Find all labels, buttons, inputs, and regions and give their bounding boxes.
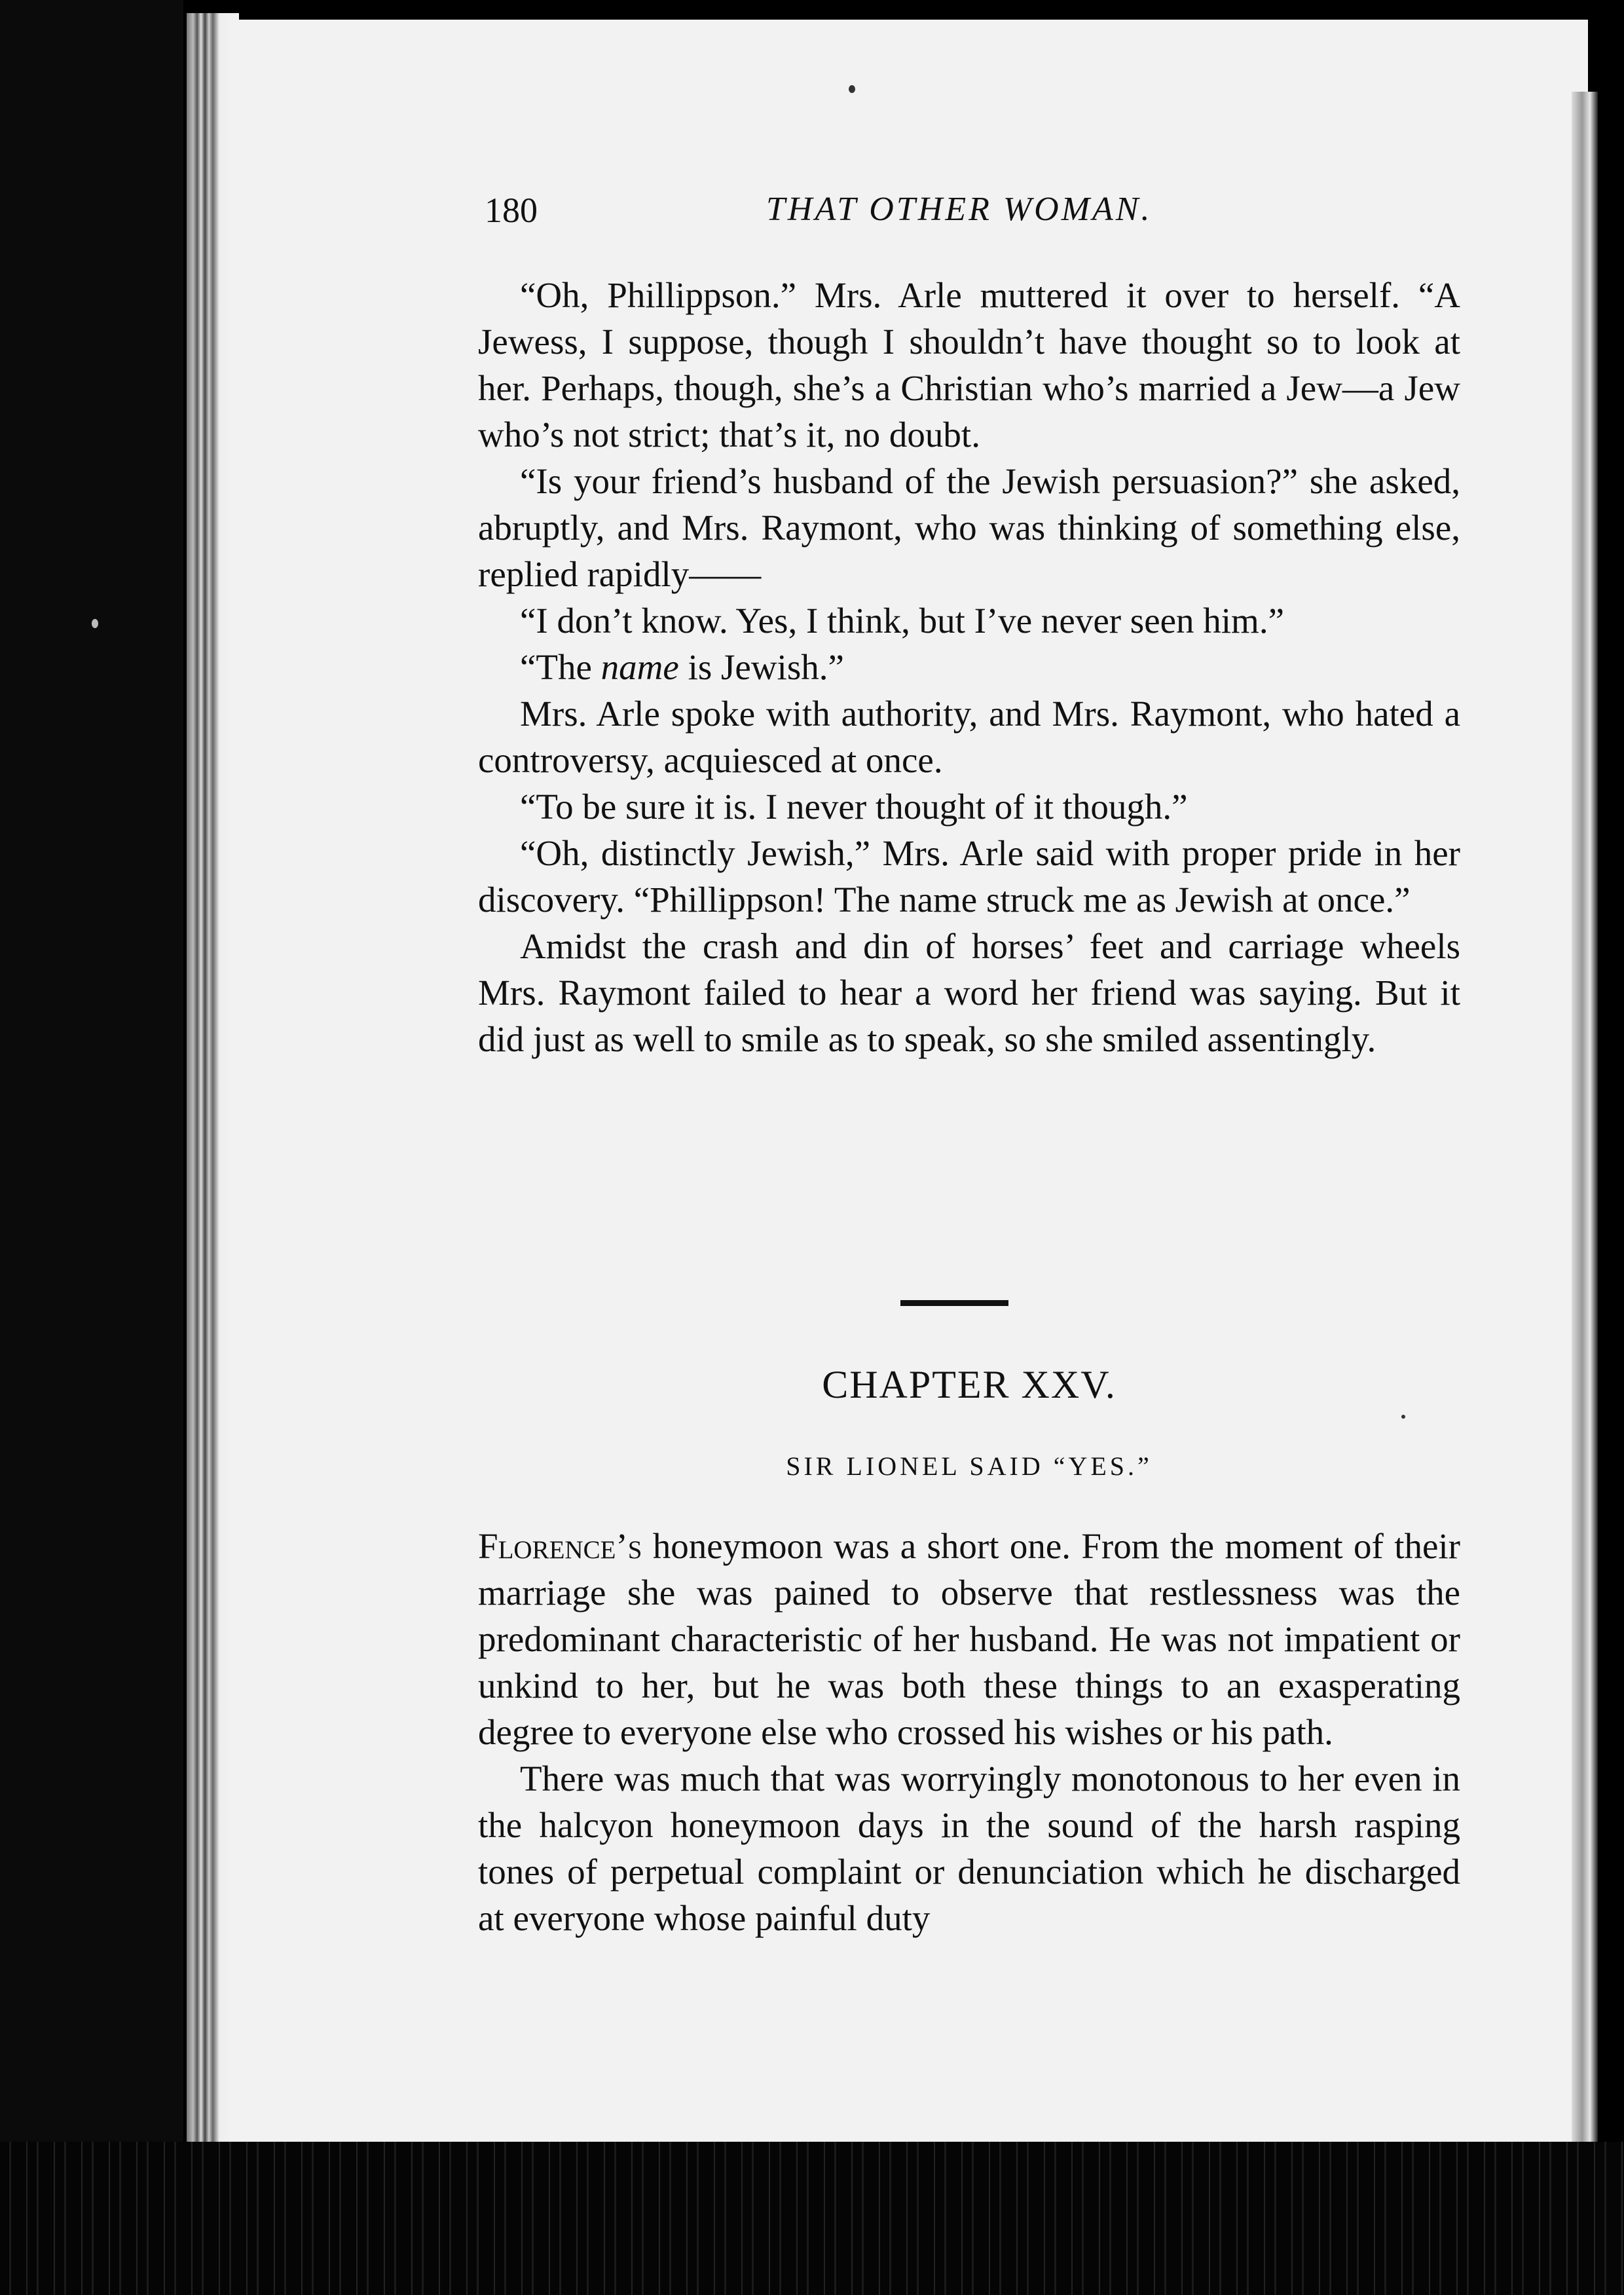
text-run: “The <box>520 647 601 687</box>
paragraph: There was much that was worryingly monotonous to her even in the halcyon honeymoon days in the sound of the harsh rasping tones of perpetual complaint or denunciation which he discharged at everyone whose painful duty <box>478 1759 1460 1938</box>
chapter-subtitle: SIR LIONEL SAID “YES.” <box>786 1451 1153 1481</box>
section-rule <box>900 1300 1008 1306</box>
scan-bottom-border <box>0 2142 1624 2295</box>
paragraph: Amidst the crash and din of horses’ feet and carriage wheels Mrs. Raymont failed to hear a word her friend was saying. But it did just as well to smile as to speak, so she smiled assentingly. <box>478 926 1460 1059</box>
chapter-first-paragraph <box>478 1523 1460 1755</box>
paragraph: “I don’t know. Yes, I think, but I’ve never seen him.” <box>520 601 1285 641</box>
paragraph-name-line <box>478 644 1460 690</box>
paragraph: “Oh, Phillippson.” Mrs. Arle muttered it over to herself. “A Jewess, I suppose, though I shouldn’t have thought so to look at her. Perhaps, though, she’s a Christian who’s married a Jew—a Jew who’s not strict; that’s it, no doubt. <box>478 275 1460 455</box>
speck <box>849 85 855 93</box>
dialogue-block <box>478 272 1460 1062</box>
drop-word: Florence’s <box>478 1526 642 1566</box>
speck <box>1401 1415 1405 1419</box>
page-number: 180 <box>485 191 538 230</box>
text-run: is Jewish.” <box>678 647 844 687</box>
speck <box>92 619 98 628</box>
paragraph: Mrs. Arle spoke with authority, and Mrs. Raymont, who hated a controversy, acquiesced at once. <box>478 694 1460 780</box>
text-run: honeymoon was a short one. From the moment of their marriage she was pained to observe that restlessness was the predominant characteristic of her husband. He was not impatient or unkind to her, but he was both these things to an exasperating degree to everyone else who crossed his wishes or his path. <box>478 1526 1460 1752</box>
page-edge-right <box>1572 92 1598 2161</box>
paragraph: “To be sure it is. I never thought of it though.” <box>520 787 1188 827</box>
chapter-body <box>478 1523 1460 1941</box>
paragraph: “Oh, distinctly Jewish,” Mrs. Arle said with proper pride in her discovery. “Phillippson! The name struck me as Jewish at once.” <box>478 833 1460 920</box>
book-spine-shadow <box>0 0 183 2295</box>
chapter-heading: CHAPTER XXV. <box>822 1363 1116 1406</box>
page-header <box>485 190 1513 242</box>
emphasis: name <box>600 647 679 687</box>
paragraph: “Is your friend’s husband of the Jewish persuasion?” she asked, abruptly, and Mrs. Raymont, who was thinking of something else, replied rapidly—— <box>478 461 1460 594</box>
running-title: THAT OTHER WOMAN. <box>766 191 1153 228</box>
scan-top-border <box>183 0 1624 20</box>
